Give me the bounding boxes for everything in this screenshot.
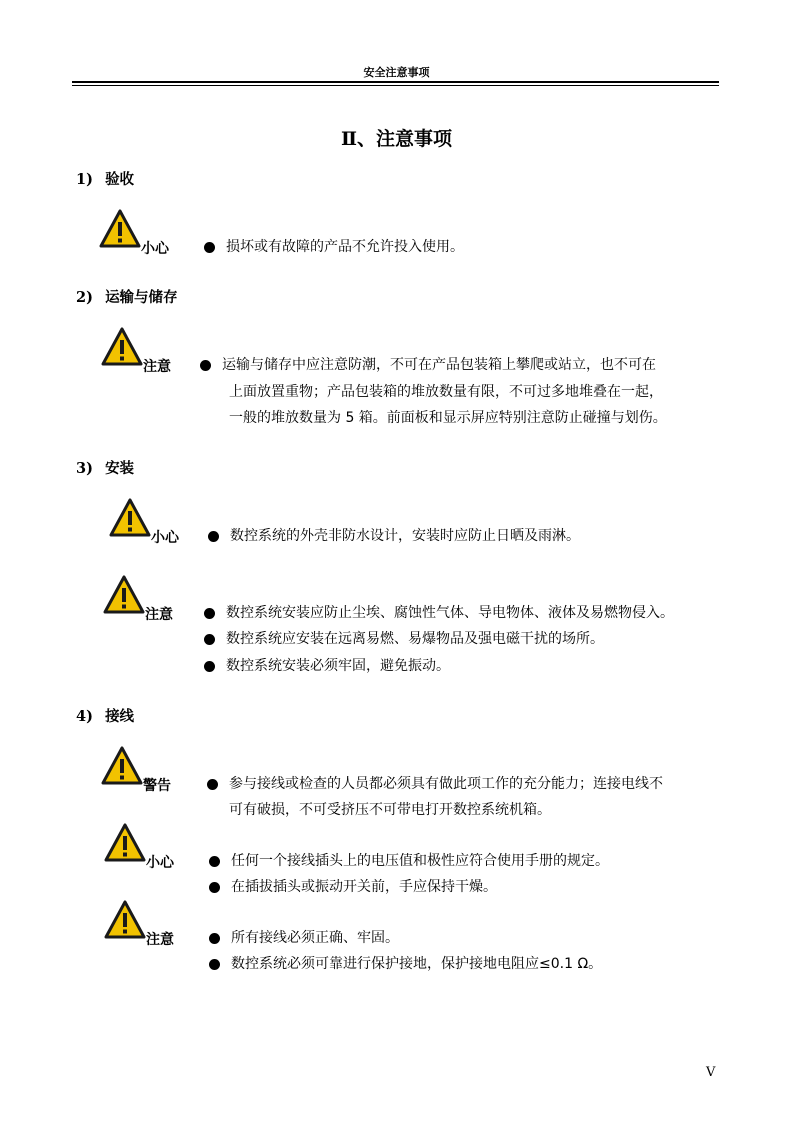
note-label: 注意 [145,607,173,623]
header-rule-thin [72,85,719,86]
bullet [209,882,220,893]
running-header: 安全注意事项 [363,66,430,79]
section-title: 安装 [105,461,135,477]
bullet [208,531,219,542]
warning-triangle-icon [109,498,151,538]
warning-triangle-icon [103,575,145,615]
list-item: 在插拔插头或振动开关前，手应保持干燥。 [231,879,497,895]
list-item: 数控系统安装应防止尘埃、腐蚀性气体、导电物体、液体及易燃物侵入。 [226,605,674,621]
section-heading: 4) 接线 [76,708,135,725]
bullet [200,360,211,371]
caution-label: 小心 [141,241,169,257]
list-item: 损坏或有故障的产品不允许投入使用。 [226,239,464,255]
bullet [207,779,218,790]
list-item-continuation: 上面放置重物；产品包装箱的堆放数量有限，不可过多地堆叠在一起， [229,384,663,400]
note-label: 注意 [146,932,174,948]
list-item: 数控系统应安装在远离易燃、易爆物品及强电磁干扰的场所。 [226,631,604,647]
list-item: 数控系统安装必须牢固，避免振动。 [226,658,450,674]
warning-triangle-icon [104,900,146,940]
page-number: V [706,1065,716,1080]
list-item: 参与接线或检查的人员都必须具有做此项工作的充分能力；连接电线不 [229,776,663,792]
caution-label: 小心 [146,855,174,871]
list-item: 数控系统的外壳非防水设计，安装时应防止日晒及雨淋。 [230,528,580,544]
header-rule [72,81,719,83]
warning-triangle-icon [99,209,141,249]
list-item: 任何一个接线插头上的电压值和极性应符合使用手册的规定。 [231,853,609,869]
caution-label: 小心 [151,530,179,546]
warning-label: 警告 [143,778,171,794]
section-heading: 3) 安装 [76,460,135,477]
section-title: 验收 [105,172,135,188]
section-heading: 2) 运输与储存 [76,289,178,306]
note-label: 注意 [143,359,171,375]
bullet [209,856,220,867]
bullet [209,933,220,944]
bullet [204,634,215,645]
list-item: 数控系统必须可靠进行保护接地，保护接地电阻应≤0.1 Ω。 [231,956,603,972]
list-item-continuation: 一般的堆放数量为 5 箱。前面板和显示屏应特别注意防止碰撞与划伤。 [229,410,667,426]
warning-triangle-icon [104,823,146,863]
bullet [204,661,215,672]
list-item-continuation: 可有破损，不可受挤压不可带电打开数控系统机箱。 [229,802,551,818]
section-heading: 1) 验收 [76,171,135,188]
section-title: 接线 [105,709,135,725]
bullet [204,608,215,619]
warning-triangle-icon [101,746,143,786]
page-title: Ⅱ、注意事项 [340,128,452,150]
bullet [209,959,220,970]
list-item: 运输与储存中应注意防潮，不可在产品包装箱上攀爬或站立，也不可在 [222,357,656,373]
warning-triangle-icon [101,327,143,367]
list-item: 所有接线必须正确、牢固。 [231,930,399,946]
bullet [204,242,215,253]
section-title: 运输与储存 [105,290,178,306]
